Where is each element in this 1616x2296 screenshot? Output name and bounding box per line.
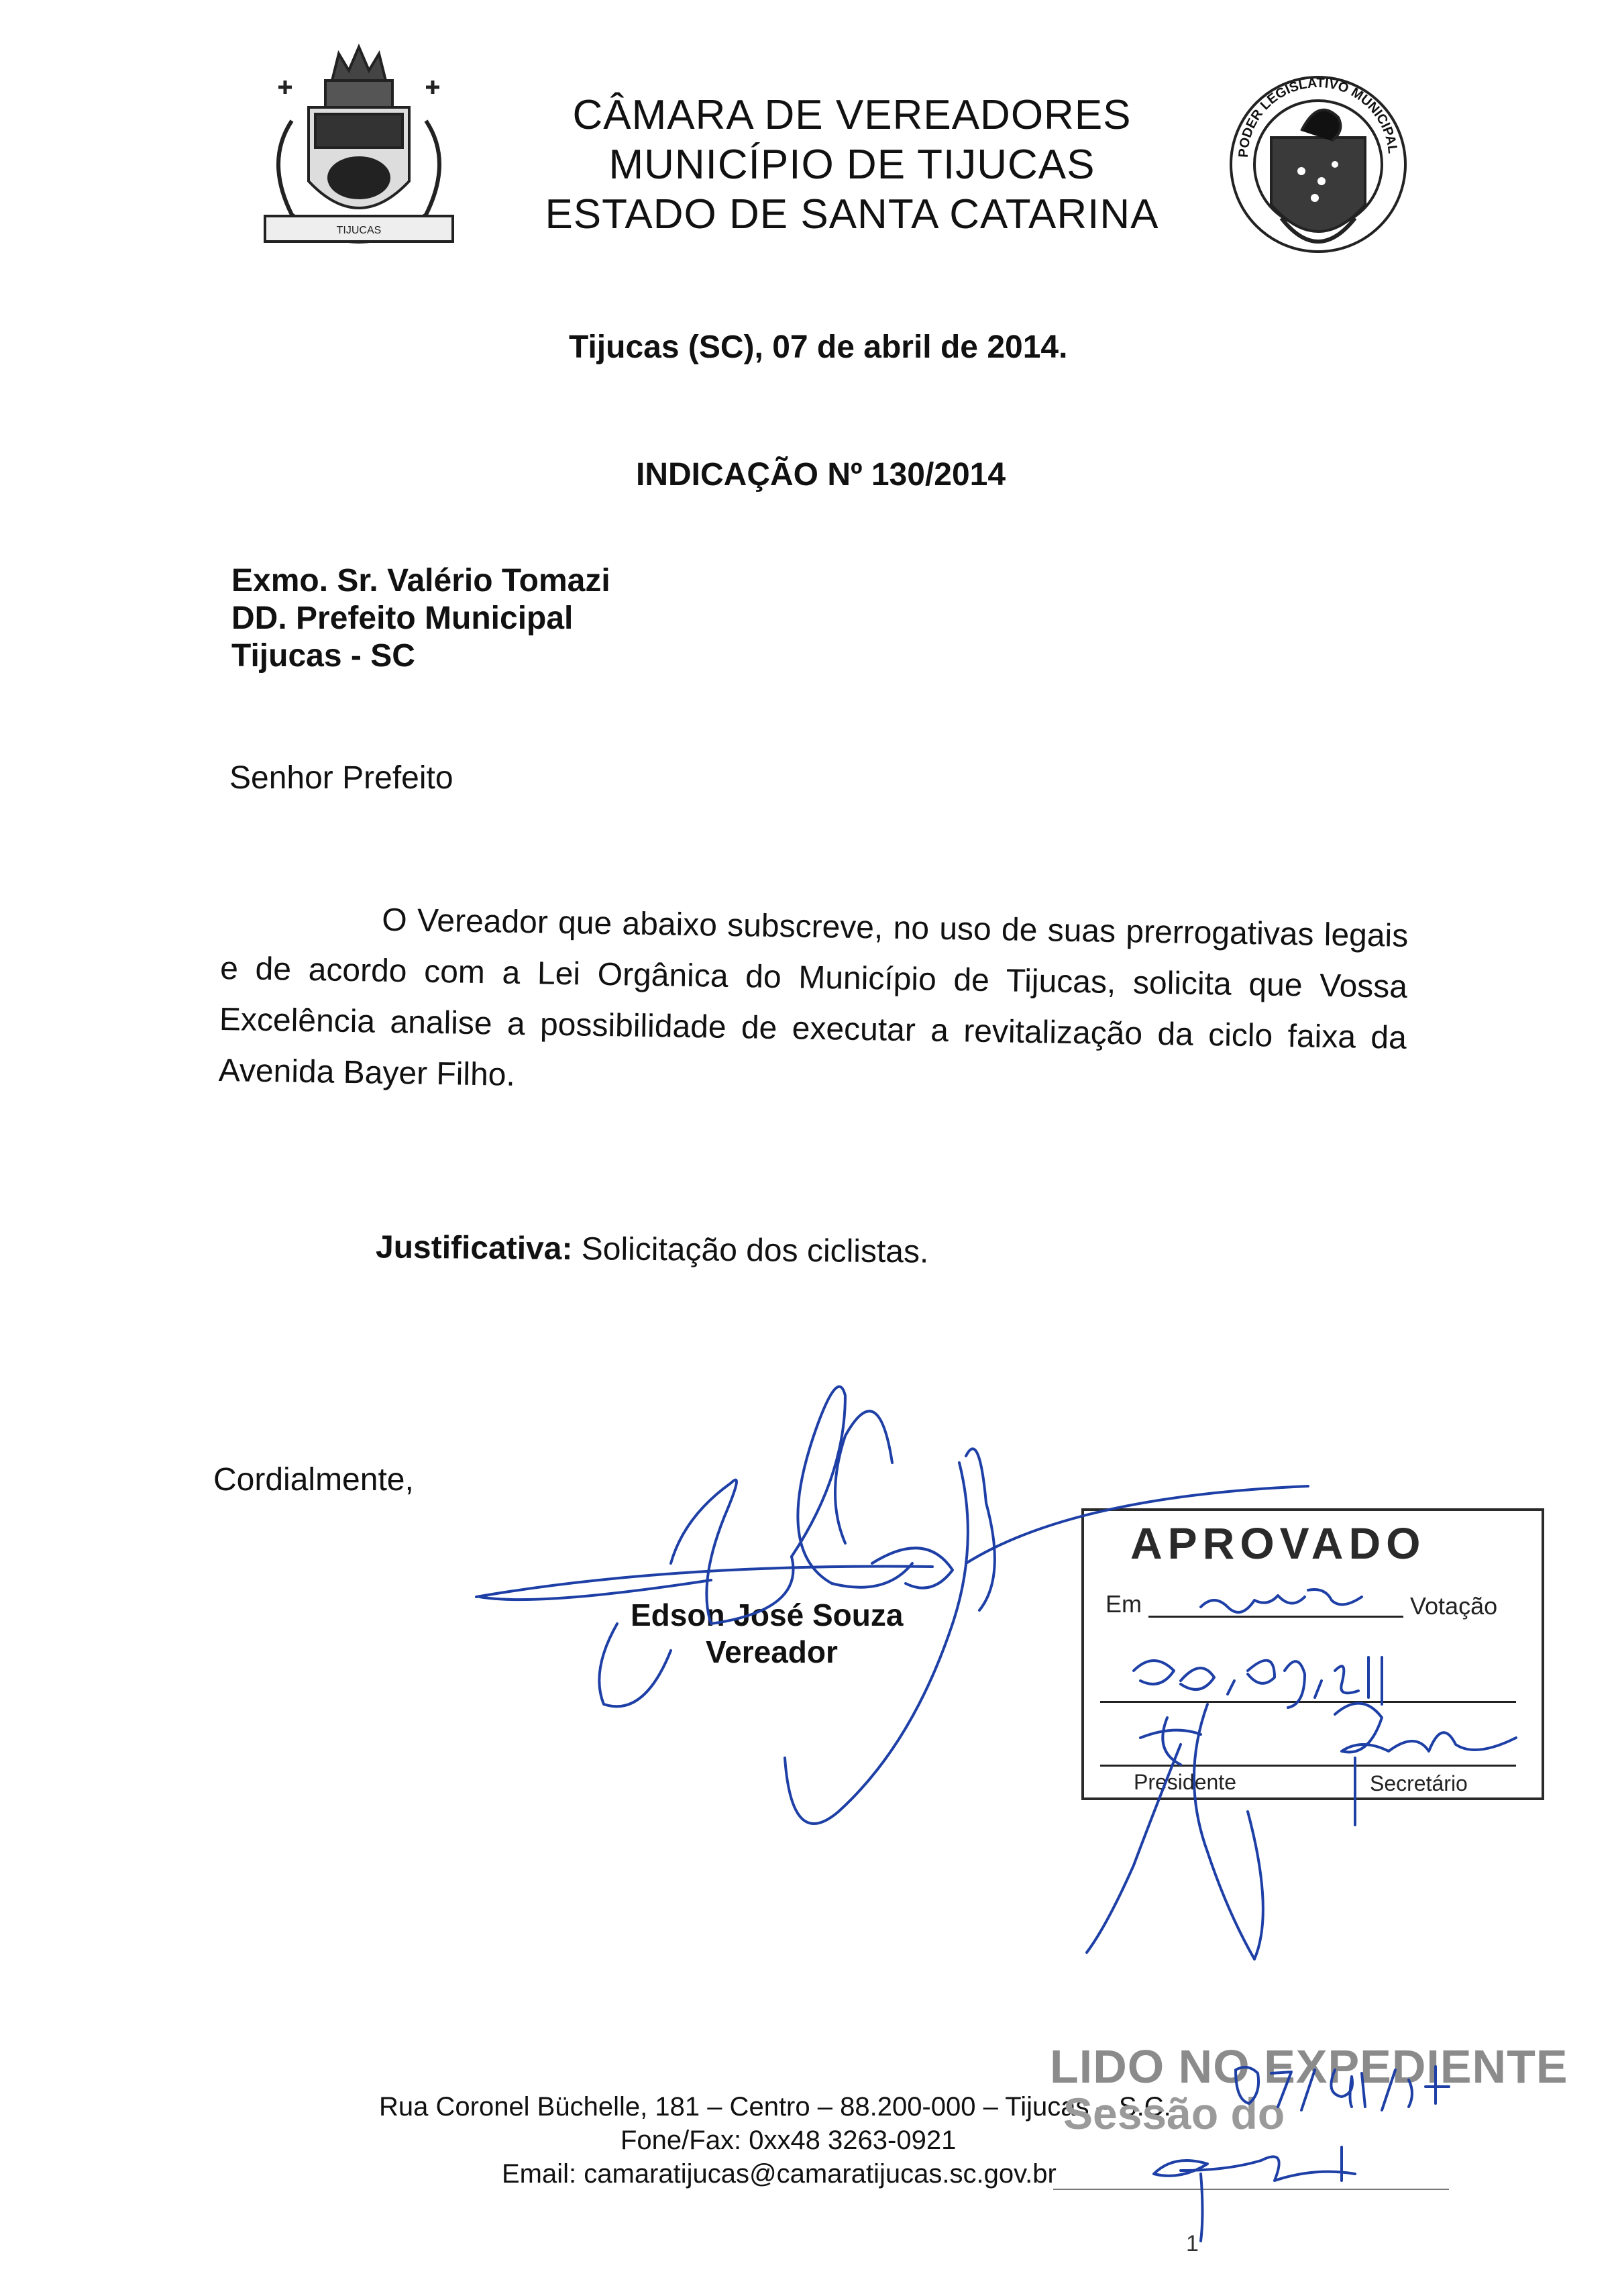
- svg-text:TIJUCAS: TIJUCAS: [336, 225, 382, 236]
- seal-arc-text: PODER LEGISLATIVO MUNICIPAL: [1236, 75, 1400, 158]
- justification-label: Justificativa:: [375, 1229, 573, 1267]
- addressee-name: Exmo. Sr. Valério Tomazi: [231, 563, 610, 598]
- signer-name: Edson José Souza: [631, 1598, 904, 1632]
- addressee-role: DD. Prefeito Municipal: [231, 601, 574, 636]
- read-stamp-handwriting-icon: [1154, 2067, 1449, 2241]
- document-date: Tijucas (SC), 07 de abril de 2014.: [569, 329, 1068, 365]
- header-line-2: MUNICÍPIO DE TIJUCAS: [608, 142, 1095, 188]
- signer-role: Vereador: [706, 1634, 838, 1669]
- councillor-signature-icon: [476, 1387, 1308, 1824]
- read-stamp-title: LIDO NO EXPEDIENTE: [1050, 2040, 1568, 2093]
- justification-text: Solicitação dos ciclistas.: [581, 1231, 929, 1270]
- body-paragraph: O Vereador que abaixo subscreve, no uso de suas prerrogativas legais e de acordo com a Lei Orgânica do Município de Tijucas, solicita que Vossa Excelência analise a possibilidade de executar a revitalização da ciclo faixa da Avenida Bayer Filho.: [218, 902, 1409, 1093]
- salutation: Senhor Prefeito: [229, 760, 453, 796]
- footer-phone: Fone/Fax: 0xx48 3263-0921: [621, 2126, 957, 2155]
- approval-presidente-label: Presidente: [1134, 1770, 1236, 1794]
- page-number: 1: [1186, 2231, 1199, 2256]
- footer-email: Email: camaratijucas@camaratijucas.sc.gov.br: [502, 2159, 1057, 2189]
- read-stamp-session: Sessão do: [1063, 2089, 1285, 2138]
- footer-address: Rua Coronel Büchelle, 181 – Centro – 88.200-000 – Tijucas – S.C.: [379, 2092, 1171, 2122]
- header-line-3: ESTADO DE SANTA CATARINA: [545, 191, 1159, 238]
- addressee-city: Tijucas - SC: [231, 638, 415, 674]
- approval-stamp-title: APROVADO: [1130, 1518, 1426, 1568]
- approval-votacao-label: Votação: [1410, 1592, 1498, 1620]
- header-line-1: CÂMARA DE VEREADORES: [572, 92, 1132, 138]
- closing: Cordialmente,: [213, 1462, 414, 1498]
- approval-handwriting-icon: [1087, 1589, 1516, 1959]
- document-title: INDICAÇÃO Nº 130/2014: [636, 457, 1006, 492]
- approval-secretario-label: Secretário: [1370, 1771, 1468, 1795]
- approval-em-label: Em: [1106, 1590, 1142, 1618]
